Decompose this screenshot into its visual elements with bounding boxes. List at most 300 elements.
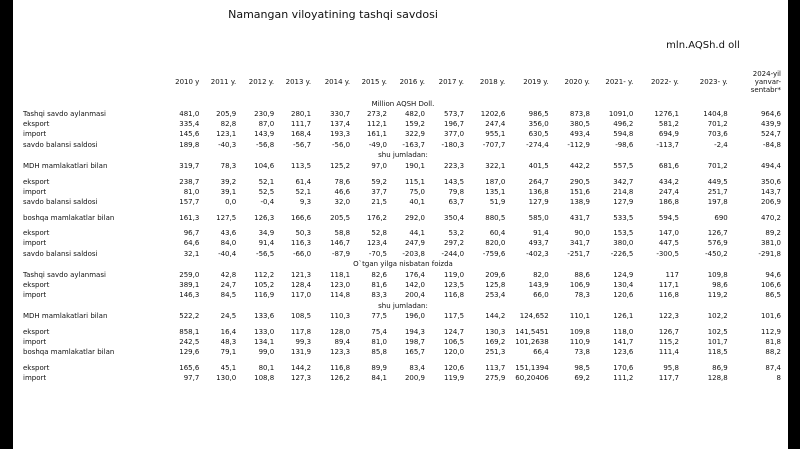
row-label: boshqa mamlakatlar bilan <box>23 213 115 222</box>
value-cell: 350,4 <box>444 213 465 222</box>
value-cell: 273,2 <box>366 110 388 119</box>
value-cell: 585,0 <box>528 213 549 222</box>
value-cell: 533,5 <box>613 213 634 222</box>
value-cell: 176,2 <box>366 213 388 222</box>
value-cell: 230,9 <box>254 110 275 119</box>
value-cell: 703,6 <box>707 130 728 139</box>
value-cell: 97,0 <box>371 161 388 170</box>
value-cell: 98,6 <box>712 281 728 290</box>
value-cell: 52,1 <box>258 177 275 186</box>
value-cell: -203,8 <box>402 249 425 258</box>
value-cell: 83,4 <box>409 364 425 373</box>
table-row <box>21 249 785 259</box>
value-cell: 48,3 <box>220 338 237 347</box>
value-cell: 84,5 <box>220 291 237 300</box>
table-row <box>21 119 785 129</box>
value-cell: 493,4 <box>569 130 590 139</box>
value-cell: 253,4 <box>485 291 506 300</box>
value-cell: 380,0 <box>613 239 634 248</box>
value-cell: 159,2 <box>404 120 425 129</box>
row-label: MDH mamlakatlari bilan <box>23 312 108 321</box>
value-cell: 52,8 <box>371 229 388 238</box>
value-cell: 146,3 <box>179 291 200 300</box>
value-cell: 110,1 <box>569 312 590 321</box>
value-cell: 125,8 <box>485 281 506 290</box>
section-title: O`tgan yilga nisbatan foizda <box>353 260 453 269</box>
value-cell: 95,8 <box>663 364 679 373</box>
value-cell: 60,4 <box>489 229 506 238</box>
row-label: eksport <box>23 328 50 337</box>
value-cell: 51,9 <box>489 197 506 206</box>
value-cell: 89,4 <box>334 338 351 347</box>
column-header: 2017 y. <box>438 78 465 86</box>
value-cell: 120,6 <box>444 364 465 373</box>
value-cell: 112,9 <box>760 328 781 337</box>
value-cell: 90,0 <box>574 229 590 238</box>
value-cell: 130,3 <box>485 328 506 337</box>
value-cell: -87,9 <box>332 249 351 258</box>
value-cell: 136,8 <box>528 187 549 196</box>
value-cell: 200,9 <box>404 374 425 383</box>
value-cell: 99,3 <box>295 338 312 347</box>
value-cell: 124,9 <box>613 270 634 279</box>
value-cell: 45,1 <box>220 364 237 373</box>
value-cell: 247,4 <box>485 120 506 129</box>
value-cell: -180,3 <box>441 140 465 149</box>
value-cell: 247,9 <box>404 239 425 248</box>
value-cell: 0,0 <box>225 197 237 206</box>
value-cell: 87,4 <box>765 364 781 373</box>
value-cell: 494,4 <box>760 161 781 170</box>
value-cell: -274,4 <box>526 140 549 149</box>
table-row <box>21 270 785 280</box>
value-cell: 135,1 <box>485 187 506 196</box>
value-cell: 524,7 <box>760 130 781 139</box>
row-label: eksport <box>23 120 50 129</box>
value-cell: 122,3 <box>658 312 679 321</box>
row-label: import <box>23 338 47 347</box>
value-cell: 238,7 <box>179 177 200 186</box>
value-cell: -56,0 <box>332 140 351 149</box>
value-cell: 481,0 <box>179 110 200 119</box>
value-cell: -759,6 <box>482 249 506 258</box>
value-cell: 133,6 <box>254 312 275 321</box>
value-cell: 161,1 <box>366 130 388 139</box>
value-cell: 97,7 <box>183 374 200 383</box>
value-cell: 111,2 <box>613 374 634 383</box>
value-cell: 161,3 <box>179 213 200 222</box>
value-cell: 46,6 <box>334 187 351 196</box>
value-cell: 85,8 <box>371 348 388 357</box>
section-header-row <box>21 300 785 311</box>
value-cell: 43,6 <box>220 229 237 238</box>
value-cell: 116,9 <box>254 291 275 300</box>
table-row <box>21 228 785 238</box>
value-cell: 126,1 <box>613 312 634 321</box>
column-header: 2012 y. <box>248 78 275 86</box>
value-cell: 114,8 <box>330 291 351 300</box>
value-cell: 128,8 <box>707 374 728 383</box>
row-label: import <box>23 187 47 196</box>
value-cell: 251,7 <box>707 187 728 196</box>
value-cell: 119,2 <box>707 291 728 300</box>
value-cell: 75,0 <box>409 187 425 196</box>
value-cell: 381,0 <box>760 239 781 248</box>
table-body <box>21 98 785 383</box>
value-cell: 187,0 <box>485 177 506 186</box>
value-cell: 110,9 <box>569 338 590 347</box>
table-row <box>21 337 785 347</box>
value-cell: 91,4 <box>533 229 549 238</box>
value-cell: 146,7 <box>330 239 351 248</box>
value-cell: 380,5 <box>569 120 590 129</box>
value-cell: 111,7 <box>291 120 312 129</box>
value-cell: 123,0 <box>330 281 351 290</box>
unit-label: mln.AQSh.d oll <box>666 40 740 51</box>
value-cell: 157,7 <box>179 197 200 206</box>
value-cell: 205,9 <box>216 110 237 119</box>
column-header: 2019 y. <box>523 78 549 86</box>
value-cell: 176,4 <box>404 270 425 279</box>
value-cell: 690 <box>714 213 728 222</box>
column-header: 2018 y. <box>479 78 506 86</box>
value-cell: -163,7 <box>402 140 425 149</box>
value-cell: -112,9 <box>567 140 590 149</box>
value-cell: 123,6 <box>613 348 634 357</box>
value-cell: 81,8 <box>765 338 781 347</box>
value-cell: 127,5 <box>216 213 237 222</box>
value-cell: 522,2 <box>179 312 200 321</box>
value-cell: 81,0 <box>371 338 388 347</box>
table-row <box>21 373 785 383</box>
value-cell: 112,1 <box>366 120 388 129</box>
value-cell: 24,5 <box>220 312 237 321</box>
value-cell: 198,7 <box>404 338 425 347</box>
value-cell: 116,8 <box>658 291 679 300</box>
value-cell: 223,3 <box>444 161 465 170</box>
column-header: 2020 y. <box>564 78 590 86</box>
row-label: eksport <box>23 364 50 373</box>
table-row <box>21 129 785 139</box>
value-cell: 880,5 <box>485 213 506 222</box>
trade-table <box>21 66 785 383</box>
value-cell: 701,2 <box>707 161 728 170</box>
value-cell: 151,1394 <box>515 364 549 373</box>
value-cell: 116,8 <box>330 364 351 373</box>
value-cell: 16,4 <box>220 328 237 337</box>
value-cell: 50,3 <box>295 229 312 238</box>
value-cell: 21,5 <box>371 197 388 206</box>
value-cell: 190,1 <box>404 161 425 170</box>
value-cell: 275,9 <box>485 374 506 383</box>
value-cell: 126,7 <box>707 229 728 238</box>
value-cell: 206,9 <box>760 197 781 206</box>
value-cell: 52,5 <box>258 187 275 196</box>
value-cell: 64,6 <box>183 239 200 248</box>
row-label: savdo balansi saldosi <box>23 197 98 206</box>
value-cell: 66,4 <box>533 348 549 357</box>
value-cell: 594,5 <box>658 213 679 222</box>
value-cell: 81,0 <box>183 187 200 196</box>
value-cell: 116,8 <box>444 291 465 300</box>
value-cell: 106,5 <box>444 338 465 347</box>
value-cell: 431,7 <box>569 213 590 222</box>
table-row <box>21 187 785 197</box>
value-cell: 143,5 <box>444 177 465 186</box>
value-cell: 8 <box>776 374 781 383</box>
value-cell: 594,8 <box>613 130 634 139</box>
value-cell: 32,0 <box>334 197 351 206</box>
value-cell: -49,0 <box>368 140 388 149</box>
value-cell: 133,0 <box>254 328 275 337</box>
value-cell: 126,3 <box>254 213 275 222</box>
value-cell: 130,4 <box>613 281 634 290</box>
value-cell: 82,6 <box>371 270 388 279</box>
table-row <box>21 347 785 357</box>
row-label: import <box>23 130 47 139</box>
value-cell: 39,1 <box>220 187 237 196</box>
value-cell: 341,7 <box>569 239 590 248</box>
value-cell: 101,6 <box>760 312 781 321</box>
value-cell: 145,6 <box>179 130 200 139</box>
table-row <box>21 327 785 337</box>
value-cell: 117 <box>665 270 679 279</box>
value-cell: 75,4 <box>371 328 388 337</box>
value-cell: 79,8 <box>448 187 465 196</box>
value-cell: 439,9 <box>760 120 781 129</box>
value-cell: 350,6 <box>760 177 781 186</box>
row-label: Tashqi savdo aylanmasi <box>23 270 106 279</box>
column-header: 2011 y. <box>210 78 237 86</box>
value-cell: 573,7 <box>444 110 465 119</box>
value-cell: 449,5 <box>707 177 728 186</box>
value-cell: -56,5 <box>256 249 275 258</box>
value-cell: 986,5 <box>528 110 549 119</box>
value-cell: 144,2 <box>485 312 506 321</box>
table-row <box>21 161 785 171</box>
section-header-row <box>21 98 785 109</box>
value-cell: 63,7 <box>448 197 465 206</box>
value-cell: 130,0 <box>216 374 237 383</box>
value-cell: 112,2 <box>254 270 275 279</box>
value-cell: 73,8 <box>574 348 590 357</box>
value-cell: 128,0 <box>330 328 351 337</box>
row-label: Tashqi savdo aylanmasi <box>23 110 106 119</box>
value-cell: 78,6 <box>334 177 351 186</box>
column-header: 2014 y. <box>324 78 351 86</box>
table-row <box>21 290 785 300</box>
value-cell: 1202,6 <box>480 110 506 119</box>
value-cell: 447,5 <box>658 239 679 248</box>
value-cell: 123,5 <box>444 281 465 290</box>
value-cell: 52,1 <box>295 187 312 196</box>
value-cell: 138,9 <box>569 197 590 206</box>
value-cell: 127,9 <box>613 197 634 206</box>
slide-title: Namangan viloyatining tashqi savdosi <box>228 8 438 21</box>
value-cell: 115,2 <box>658 338 679 347</box>
value-cell: 24,7 <box>220 281 237 290</box>
value-cell: 242,5 <box>179 338 200 347</box>
value-cell: 194,3 <box>404 328 425 337</box>
value-cell: 61,4 <box>295 177 312 186</box>
value-cell: 166,6 <box>291 213 312 222</box>
row-label: MDH mamlakatlari bilan <box>23 161 108 170</box>
value-cell: 196,0 <box>404 312 425 321</box>
value-cell: 330,7 <box>330 110 351 119</box>
value-cell: -244,0 <box>441 249 465 258</box>
row-label: savdo balansi saldosi <box>23 249 98 258</box>
value-cell: -70,5 <box>368 249 388 258</box>
value-cell: 858,1 <box>179 328 200 337</box>
value-cell: -707,7 <box>482 140 506 149</box>
row-label: import <box>23 291 47 300</box>
value-cell: 264,7 <box>528 177 549 186</box>
value-cell: 98,5 <box>574 364 590 373</box>
value-cell: 117,7 <box>658 374 679 383</box>
table-row <box>21 238 785 248</box>
value-cell: 131,9 <box>291 348 312 357</box>
value-cell: 117,1 <box>658 281 679 290</box>
value-cell: 91,4 <box>258 239 275 248</box>
value-cell: 1404,8 <box>703 110 728 119</box>
header-row <box>21 66 785 98</box>
value-cell: 9,3 <box>299 197 312 206</box>
value-cell: 1091,0 <box>608 110 634 119</box>
value-cell: 319,7 <box>179 161 200 170</box>
value-cell: 143,9 <box>528 281 549 290</box>
value-cell: -40,3 <box>218 140 237 149</box>
value-cell: 470,2 <box>760 213 781 222</box>
value-cell: 127,9 <box>528 197 549 206</box>
value-cell: 170,6 <box>613 364 634 373</box>
value-cell: 153,5 <box>613 229 634 238</box>
value-cell: 87,0 <box>258 120 275 129</box>
value-cell: 42,8 <box>220 270 237 279</box>
row-label: import <box>23 374 47 383</box>
value-cell: 377,0 <box>444 130 465 139</box>
value-cell: 104,6 <box>254 161 275 170</box>
value-cell: 120,6 <box>613 291 634 300</box>
row-label: eksport <box>23 177 50 186</box>
value-cell: 44,1 <box>409 229 425 238</box>
value-cell: 106,6 <box>760 281 781 290</box>
value-cell: 955,1 <box>485 130 506 139</box>
table-row <box>21 280 785 290</box>
value-cell: 59,2 <box>371 177 388 186</box>
value-cell: 247,4 <box>658 187 679 196</box>
value-cell: 108,5 <box>291 312 312 321</box>
value-cell: 39,2 <box>220 177 237 186</box>
column-header: 2010 y <box>175 78 200 86</box>
value-cell: 197,8 <box>707 197 728 206</box>
value-cell: 113,5 <box>291 161 312 170</box>
value-cell: -40,4 <box>218 249 237 258</box>
value-cell: 280,1 <box>291 110 312 119</box>
value-cell: 147,0 <box>658 229 679 238</box>
value-cell: 168,4 <box>291 130 312 139</box>
value-cell: 109,8 <box>569 328 590 337</box>
table-row <box>21 176 785 186</box>
column-header: 2016 y. <box>399 78 425 86</box>
value-cell: 82,8 <box>220 120 237 129</box>
value-cell: 557,5 <box>613 161 634 170</box>
value-cell: 820,0 <box>485 239 506 248</box>
value-cell: 69,2 <box>574 374 590 383</box>
value-cell: 205,5 <box>330 213 351 222</box>
row-label: savdo balansi saldosi <box>23 140 98 149</box>
value-cell: 53,2 <box>448 229 465 238</box>
value-cell: 144,2 <box>291 364 312 373</box>
value-cell: 106,9 <box>569 281 590 290</box>
value-cell: 196,7 <box>444 120 465 129</box>
value-cell: -291,8 <box>758 249 781 258</box>
value-cell: 78,3 <box>574 291 590 300</box>
value-cell: 83,3 <box>371 291 388 300</box>
value-cell: 193,3 <box>330 130 351 139</box>
row-label: eksport <box>23 229 50 238</box>
value-cell: 115,1 <box>404 177 425 186</box>
value-cell: 141,7 <box>613 338 634 347</box>
value-cell: 118,5 <box>707 348 728 357</box>
column-header: 2022- y. <box>650 78 679 86</box>
value-cell: 102,2 <box>707 312 728 321</box>
table-row <box>21 311 785 321</box>
value-cell: 389,1 <box>179 281 200 290</box>
value-cell: 630,5 <box>528 130 549 139</box>
value-cell: 151,6 <box>569 187 590 196</box>
value-cell: 129,6 <box>179 348 200 357</box>
value-cell: -2,4 <box>714 140 728 149</box>
value-cell: 169,2 <box>485 338 506 347</box>
value-cell: 32,1 <box>183 249 200 258</box>
value-cell: 81,6 <box>371 281 388 290</box>
value-cell: 124,652 <box>519 312 549 321</box>
value-cell: 681,6 <box>658 161 679 170</box>
value-cell: 493,7 <box>528 239 549 248</box>
table-row <box>21 109 785 119</box>
value-cell: 77,5 <box>371 312 388 321</box>
value-cell: 84,0 <box>220 239 237 248</box>
value-cell: 434,2 <box>658 177 679 186</box>
value-cell: 290,5 <box>569 177 590 186</box>
value-cell: 66,0 <box>533 291 549 300</box>
value-cell: 121,3 <box>291 270 312 279</box>
value-cell: 576,9 <box>707 239 728 248</box>
value-cell: 79,1 <box>220 348 237 357</box>
value-cell: 142,0 <box>404 281 425 290</box>
value-cell: 86,9 <box>712 364 728 373</box>
section-header-row <box>21 259 785 270</box>
column-header: 2024-yil yanvar-sentabr* <box>750 70 781 94</box>
value-cell: 101,7 <box>707 338 728 347</box>
column-header: 2013 y. <box>285 78 312 86</box>
table-row <box>21 140 785 150</box>
column-header: 2023- y. <box>699 78 728 86</box>
value-cell: 143,9 <box>254 130 275 139</box>
value-cell: 113,7 <box>485 364 506 373</box>
value-cell: 117,5 <box>444 312 465 321</box>
value-cell: 117,8 <box>291 328 312 337</box>
value-cell: 125,2 <box>330 161 351 170</box>
value-cell: 401,5 <box>528 161 549 170</box>
value-cell: -56,8 <box>256 140 275 149</box>
value-cell: 126,7 <box>658 328 679 337</box>
value-cell: 251,3 <box>485 348 506 357</box>
value-cell: 143,7 <box>760 187 781 196</box>
value-cell: -98,6 <box>615 140 634 149</box>
value-cell: 482,0 <box>404 110 425 119</box>
value-cell: 322,9 <box>404 130 425 139</box>
